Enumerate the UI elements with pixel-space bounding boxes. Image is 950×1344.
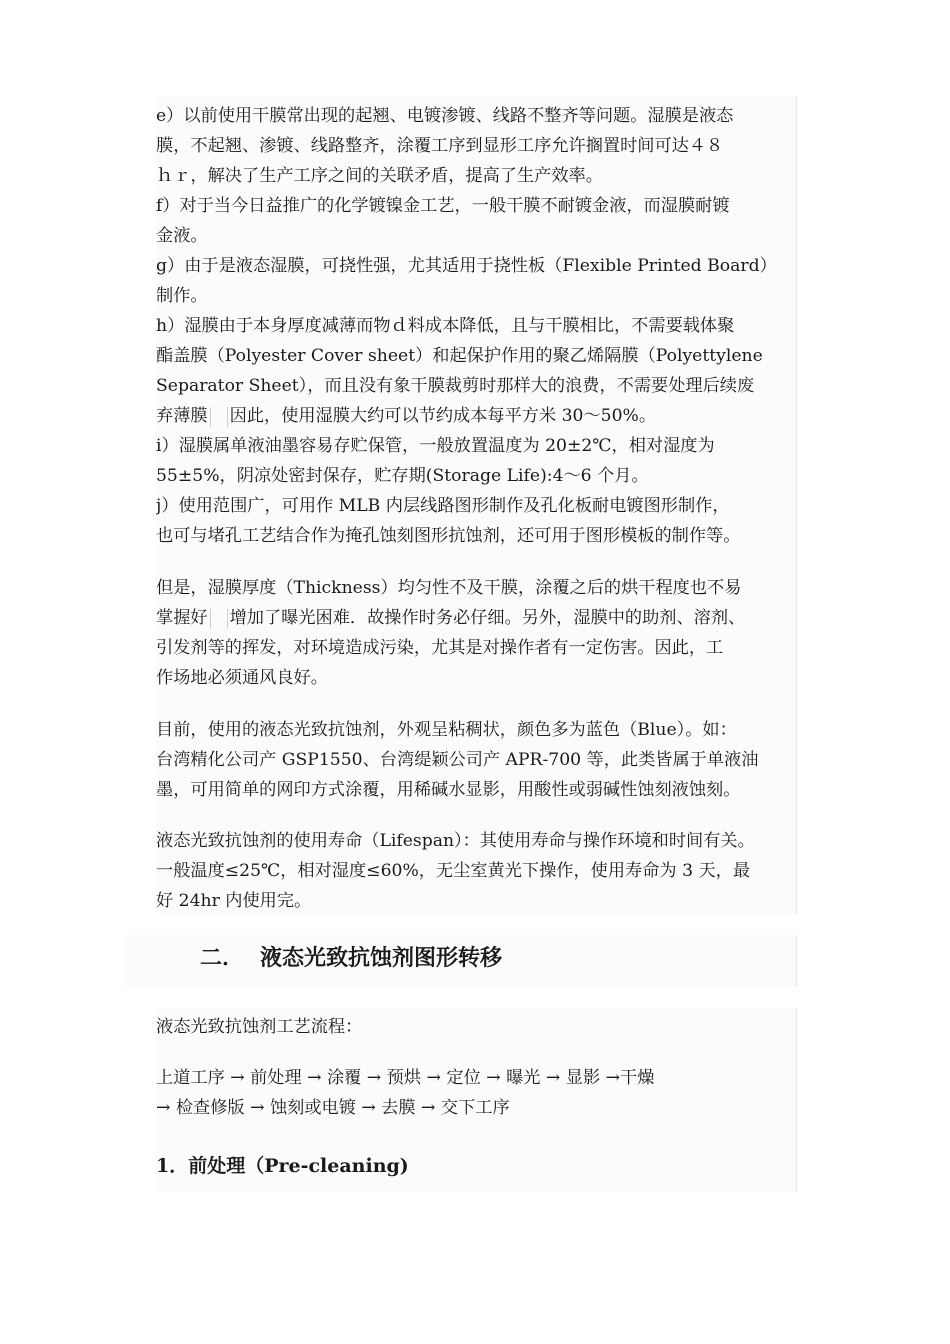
text-line: 酯盖膜（Polyester Cover sheet）和起保护作用的聚乙烯隔膜（Polyettylene [156,346,763,366]
text-line: 好 24hr 内使用完。 [156,891,312,911]
text-segment: 因此，使用湿膜大约可以节约成本每平方米 30～50%。 [229,406,657,426]
section-number: 二． [200,945,245,971]
text-line: 目前，使用的液态光致抗蚀剂，外观呈粘稠状，颜色多为蓝色（Blue）。如： [156,720,737,740]
text-line: 制作。 [156,286,208,306]
text-line: 金液。 [156,226,208,246]
text-line: 一般温度≤25℃，相对湿度≤60%，无尘室黄光下操作，使用寿命为 3 天，最 [156,861,751,881]
section-heading [200,938,502,978]
paragraph-lifespan [156,826,796,916]
paragraph-i [156,431,796,491]
paragraph-e [156,101,796,191]
text-line: 但是，湿膜厚度（Thickness）均匀性不及干膜，涂覆之后的烘干程度也不易 [156,578,742,598]
text-line: 引发剂等的挥发，对环境造成污染，尤其是对操作者有一定伤害。因此，工 [156,638,724,658]
text-line: g）由于是液态湿膜，可挠性强，尤其适用于挠性板（Flexible Printed Board） [156,256,777,276]
text-line: 55±5%，阴凉处密封保存，贮存期(Storage Life):4～6 个月。 [156,466,649,486]
text-line: ｈｒ，解决了生产工序之间的关联矛盾，提高了生产效率。 [156,166,603,186]
paragraph-f [156,191,796,251]
text-segment: 增加了曝光困难．故操作时务必仔细。另外，湿膜中的助剂、溶剂、 [229,608,746,628]
text-line-with-gap [156,401,796,431]
text-line: 液态光致抗蚀剂的使用寿命（Lifespan）：其使用寿命与操作环境和时间有关。 [156,831,755,851]
text-line: 墨，可用简单的网印方式涂覆，用稀碱水显影，用酸性或弱碱性蚀刻液蚀刻。 [156,780,741,800]
text-line: 上道工序 → 前处理 → 涂覆 → 预烘 → 定位 → 曝光 → 显影 →干燥 [156,1068,655,1088]
paragraph-j [156,491,796,551]
inline-gap-box [210,609,228,629]
process-intro [156,1012,796,1042]
subsection-heading: 1．前处理（Pre-cleaning) [156,1155,409,1177]
text-segment: 弃薄膜 [156,406,208,426]
text-line: → 检查修版 → 蚀刻或电镀 → 去膜 → 交下工序 [156,1098,510,1118]
text-line: i）湿膜属单液油墨容易存贮保管，一般放置温度为 20±2℃，相对湿度为 [156,436,715,456]
text-line: h）湿膜由于本身厚度减薄而物ｄ料成本降低，且与干膜相比，不需要载体聚 [156,316,735,336]
text-line: 台湾精化公司产 GSP1550、台湾缇颖公司产 APR-700 等，此类皆属于单液油 [156,750,759,770]
text-line: 作场地必须通风良好。 [156,668,328,688]
text-line: 也可与堵孔工艺结合作为掩孔蚀刻图形抗蚀剂，还可用于图形模板的制作等。 [156,526,741,546]
text-line-with-gap [156,603,796,633]
process-flow [156,1063,796,1123]
text-line: Separator Sheet），而且没有象干膜裁剪时那样大的浪费，不需要处理后续废 [156,376,755,396]
text-line: 膜，不起翘、渗镀、线路整齐，涂覆工序到显形工序允许搁置时间可达４８ [156,136,724,156]
paragraph-h [156,311,796,431]
text-line: f）对于当今日益推广的化学镀镍金工艺，一般干膜不耐镀金液，而湿膜耐镀 [156,196,730,216]
inline-gap-box [210,407,228,427]
text-line: 液态光致抗蚀剂工艺流程： [156,1017,363,1037]
paragraph-g [156,251,796,311]
text-line: j）使用范围广，可用作 MLB 内层线路图形制作及孔化板耐电镀图形制作， [156,496,730,516]
section-title: 液态光致抗蚀剂图形转移 [260,945,503,971]
text-line: e）以前使用干膜常出现的起翘、电镀渗镀、线路不整齐等问题。湿膜是液态 [156,106,734,126]
paragraph-current [156,715,796,805]
paragraph-however [156,573,796,693]
text-segment: 掌握好 [156,608,208,628]
